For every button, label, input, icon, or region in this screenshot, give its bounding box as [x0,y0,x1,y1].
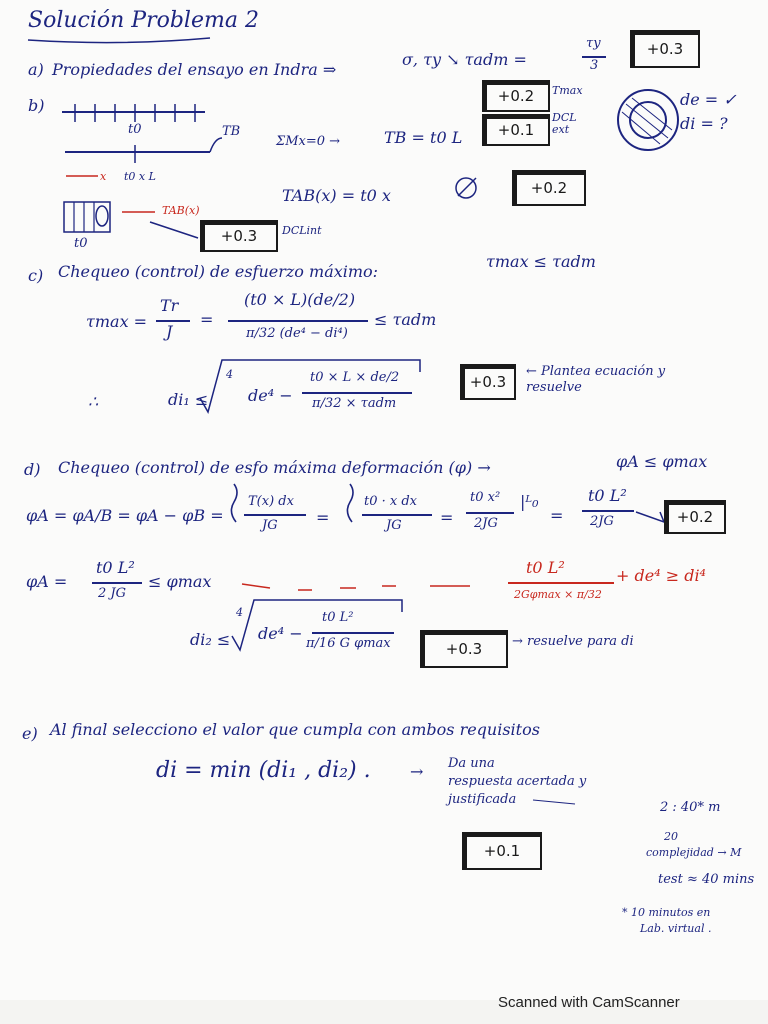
tab-x-label: TAB(x) [162,204,200,217]
int2-den: JG [386,518,402,533]
score-box-dcl-int: +0.3 [200,220,278,252]
tb-eq: TB = t0 L [384,128,463,147]
b-label: b) [28,96,45,115]
tb-label: TB [222,124,241,139]
phi-eq: φA = φA/B = φA − φB = [26,506,224,525]
t0xl-label: t0 x L [124,170,156,183]
a-fraction-den: 3 [590,58,599,73]
d-root-num: t0 L² [322,610,354,625]
score-box-d2: +0.3 [420,630,508,668]
e-note-3: justificada [448,792,517,807]
page-title: Solución Problema 2 [28,8,259,33]
dcl-int-label: DCLint [282,224,322,237]
e-label: e) [22,724,38,743]
phia-leq: ≤ φmax [148,572,212,591]
score-box-ring: +0.2 [512,170,586,206]
a-text: Propiedades del ensayo en Indra ⇒ [52,60,337,79]
final-bar [582,510,634,512]
score-box-e: +0.1 [462,832,542,870]
e-note-2: respuesta acertada y [448,774,587,789]
t0-label-2: t0 [74,236,88,251]
c-condition: τmax ≤ τadm [486,252,596,271]
cut-hatch [74,202,94,232]
tr-bar [156,320,190,322]
a-symbols: σ, τy ↘ τadm = [402,50,527,69]
tb-arc [210,138,222,152]
a-label: a) [28,60,44,79]
footnote-1: * 10 minutos en [622,906,711,919]
test-note: test ≈ 40 mins [658,872,755,887]
complexity-note: complejidad → M [646,846,742,859]
red-tail: + de⁴ ≥ di⁴ [616,566,706,585]
camscanner-footer: Scanned with CamScanner [498,994,680,1011]
d-eq-3: = [550,506,564,525]
res-den: 2JG [474,516,498,531]
red-den: 2Gφmax × π/32 [514,588,602,601]
integral-2 [347,484,353,522]
d-root-den: π/16 G φmax [306,636,391,651]
c-label: c) [28,266,44,285]
a-fraction-num: τy [586,36,601,51]
final-num: t0 L² [588,486,627,505]
int2-bar [362,514,432,516]
score-box-c: +0.3 [460,364,516,400]
score-box-tmax: +0.2 [482,80,550,112]
tmax-lhs: τmax = [86,312,148,331]
d-root-bar [312,632,394,634]
d-root-content: de⁴ − [258,624,303,643]
res-num: t0 x² [470,490,501,505]
c-big-bar [228,320,368,322]
t0-label-1: t0 [128,122,142,137]
d-label: d) [24,460,41,479]
cut-face [96,206,108,226]
justificada-underline [533,800,575,804]
phia-bar [92,582,142,584]
x-label: x [100,170,107,183]
red-bar [508,582,614,584]
e-formula: di = min (di₁ , di₂) . [156,758,371,783]
int2-num: t0 · x dx [364,494,418,509]
d-eq-1: = [316,508,330,527]
outer-ring [618,90,678,150]
integral-1 [231,484,237,522]
score-box-d1: +0.2 [664,500,726,534]
phia-num: t0 L² [96,558,135,577]
de-note: de = ✓ [680,90,737,109]
d-note: → resuelve para di [512,634,634,649]
d-condition: φA ≤ φmax [616,452,708,471]
di2-lhs: di₂ ≤ [190,630,231,649]
phia-den: 2 JG [98,586,126,601]
limits: |ᴸ₀ [520,492,539,511]
c-root-content: de⁴ − [248,386,293,405]
c-big-num: (t0 × L)(de/2) [244,290,356,309]
title-underline [28,38,210,43]
pointer-arrow [150,222,198,238]
c-root-num: t0 × L × de/2 [310,370,400,385]
red-dashed-arrow [242,584,470,590]
e-note-1: Da una [448,756,495,771]
footnote-2: Lab. virtual . [640,922,712,935]
e-text: Al final selecciono el valor que cumpla con ambos requisitos [50,720,540,739]
int1-num: T(x) dx [248,494,294,509]
c-text: Chequeo (control) de esfuerzo máximo: [58,262,379,281]
final-den: 2JG [590,514,614,529]
score-box-a: +0.3 [630,30,700,68]
c-root-index: 4 [226,368,233,381]
c-root-den: π/32 × τadm [312,396,397,411]
e-arrow: → [410,762,424,781]
score-box-dcl-ext: +0.1 [482,114,550,146]
tr-num: Tr [160,296,179,315]
int1-den: JG [262,518,278,533]
c-eq-sign: = [200,310,214,329]
int1-bar [244,514,306,516]
tmax-label: Tmax [552,84,583,97]
torque-arrow [458,178,476,196]
tr-den: J [166,322,173,341]
time-note: 2 : 40* m [660,800,721,815]
leq-tadm: ≤ τadm [374,310,437,329]
d-text: Chequeo (control) de esfo máxima deformación (φ) → [58,458,491,477]
phia-lhs: φA = [26,572,68,591]
di1-lhs: di₁ ≤ [168,390,209,409]
sum-moments-eq: ΣMx=0 → [276,134,341,149]
d-root-index: 4 [236,606,243,619]
arrow-to-score [636,512,664,522]
c-note: ← Plantea ecuación y resuelve [526,364,666,395]
di-note: di = ? [680,114,728,133]
res-bar [466,512,514,514]
c-root-bar [302,392,412,394]
time-20: 20 [664,830,678,843]
d-eq-2: = [440,508,454,527]
c-big-den: π/32 (de⁴ − di⁴) [246,326,348,341]
dcl-ext-label: DCL ext [552,111,577,136]
therefore-symbol: ∴ [88,392,99,411]
red-num: t0 L² [526,558,565,577]
tab-eq: TAB(x) = t0 x [282,186,391,205]
